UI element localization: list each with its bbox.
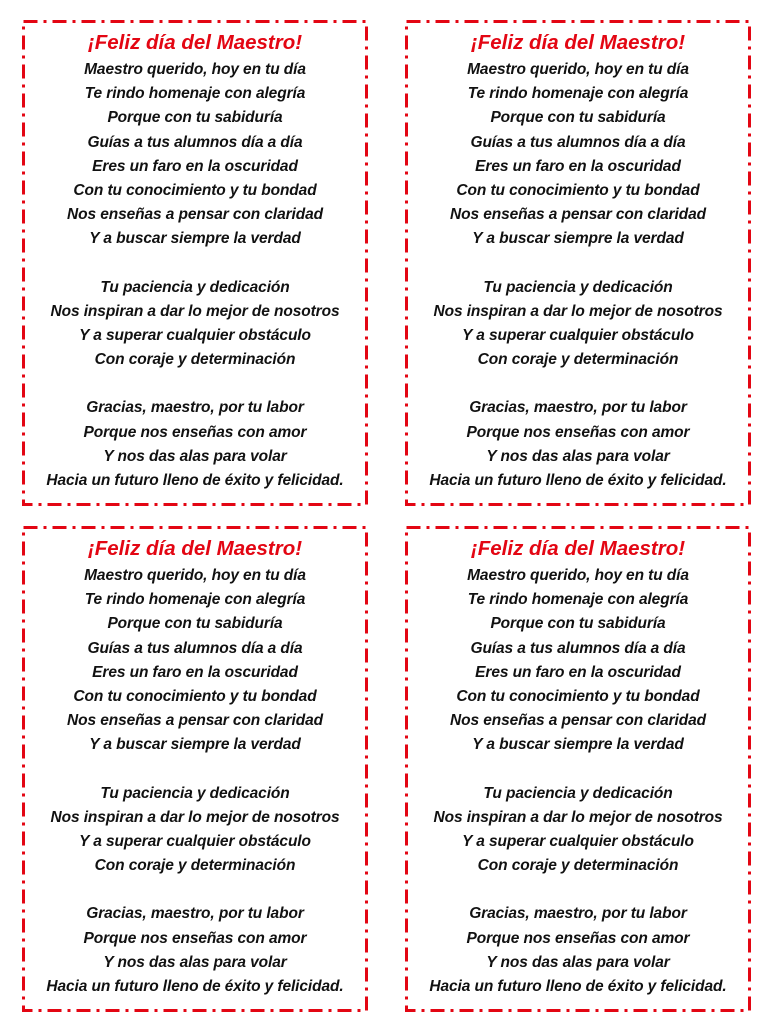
- poem-line: Nos inspiran a dar lo mejor de nosotros: [50, 808, 340, 826]
- poem-line: Nos enseñas a pensar con claridad: [67, 712, 323, 730]
- poem-line: Tu paciencia y dedicación: [100, 784, 290, 802]
- poem-line: Porque con tu sabiduría: [490, 615, 666, 633]
- poem-card: [405, 526, 751, 1012]
- poem-line: Con coraje y determinación: [477, 857, 679, 875]
- poem-line: Y a superar cualquier obstáculo: [79, 327, 311, 345]
- poem-line: Nos enseñas a pensar con claridad: [67, 206, 323, 224]
- poem-line: Porque nos enseñas con amor: [466, 423, 690, 441]
- poem-line: Eres un faro en la oscuridad: [92, 157, 298, 175]
- poem-line: Nos inspiran a dar lo mejor de nosotros: [50, 302, 340, 320]
- card-title: ¡Feliz día del Maestro!: [87, 537, 303, 560]
- poem-line: Te rindo homenaje con alegría: [84, 591, 306, 609]
- card-content: [22, 28, 368, 517]
- poem-line: Gracias, maestro, por tu labor: [86, 399, 304, 417]
- poem-line: Te rindo homenaje con alegría: [84, 85, 306, 103]
- poem-line: Y nos das alas para volar: [486, 953, 670, 971]
- card-title: ¡Feliz día del Maestro!: [470, 31, 686, 54]
- poem-line: Y a superar cualquier obstáculo: [462, 833, 694, 851]
- poem-line: Porque nos enseñas con amor: [466, 929, 690, 947]
- stanza: [22, 58, 368, 252]
- poem-line: Con tu conocimiento y tu bondad: [456, 182, 700, 200]
- poem-line: Y a buscar siempre la verdad: [472, 230, 684, 248]
- poem-line: Porque nos enseñas con amor: [83, 423, 307, 441]
- poem-line: Nos enseñas a pensar con claridad: [450, 206, 706, 224]
- stanza: [405, 396, 751, 493]
- poem-line: Porque nos enseñas con amor: [83, 929, 307, 947]
- card-title: ¡Feliz día del Maestro!: [87, 31, 303, 54]
- poem-line: Te rindo homenaje con alegría: [467, 85, 689, 103]
- card-content: [22, 534, 368, 1023]
- poem-line: Con coraje y determinación: [94, 857, 296, 875]
- poem-line: Maestro querido, hoy en tu día: [467, 61, 689, 78]
- card-content: [405, 534, 751, 1023]
- stanza: [405, 58, 751, 252]
- poem-line: Guías a tus alumnos día a día: [470, 639, 686, 657]
- stanza: [405, 564, 751, 758]
- poem-line: Tu paciencia y dedicación: [100, 278, 290, 296]
- poem-line: Y a buscar siempre la verdad: [89, 230, 301, 248]
- poem-line: Hacia un futuro lleno de éxito y felicidad.: [46, 978, 344, 996]
- poem-line: Maestro querido, hoy en tu día: [467, 567, 689, 584]
- poem-line: Con tu conocimiento y tu bondad: [73, 688, 317, 706]
- poem-card: [405, 20, 751, 506]
- poem-line: Hacia un futuro lleno de éxito y felicidad.: [429, 978, 727, 996]
- poem-line: Con tu conocimiento y tu bondad: [73, 182, 317, 200]
- poem-line: Guías a tus alumnos día a día: [470, 133, 686, 151]
- poem-line: Eres un faro en la oscuridad: [475, 157, 681, 175]
- poem-line: Nos inspiran a dar lo mejor de nosotros: [433, 302, 723, 320]
- poem-card: [22, 20, 368, 506]
- poem-line: Y nos das alas para volar: [103, 447, 287, 465]
- poem-line: Guías a tus alumnos día a día: [87, 639, 303, 657]
- poem-line: Y a buscar siempre la verdad: [472, 736, 684, 754]
- stanza: [22, 564, 368, 758]
- stanza: [22, 396, 368, 493]
- poem-line: Porque con tu sabiduría: [490, 109, 666, 127]
- poem-line: Te rindo homenaje con alegría: [467, 591, 689, 609]
- poem-line: Y a buscar siempre la verdad: [89, 736, 301, 754]
- poem-line: Guías a tus alumnos día a día: [87, 133, 303, 151]
- poem-line: Tu paciencia y dedicación: [483, 278, 673, 296]
- card-title: ¡Feliz día del Maestro!: [470, 537, 686, 560]
- poem-line: Con coraje y determinación: [477, 351, 679, 369]
- poem-line: Y a superar cualquier obstáculo: [462, 327, 694, 345]
- stanza: [22, 902, 368, 999]
- poem-line: Porque con tu sabiduría: [107, 615, 283, 633]
- poem-line: Nos enseñas a pensar con claridad: [450, 712, 706, 730]
- poem-line: Gracias, maestro, por tu labor: [469, 905, 687, 923]
- card-content: [405, 28, 751, 517]
- stanza: [405, 276, 751, 373]
- poem-line: Maestro querido, hoy en tu día: [84, 61, 306, 78]
- poem-line: Gracias, maestro, por tu labor: [86, 905, 304, 923]
- poem-line: Y nos das alas para volar: [103, 953, 287, 971]
- poem-line: Con coraje y determinación: [94, 351, 296, 369]
- poem-line: Eres un faro en la oscuridad: [92, 663, 298, 681]
- poem-line: Hacia un futuro lleno de éxito y felicidad.: [429, 472, 727, 490]
- stanza: [22, 276, 368, 373]
- poem-line: Maestro querido, hoy en tu día: [84, 567, 306, 584]
- stanza: [22, 782, 368, 879]
- poem-line: Porque con tu sabiduría: [107, 109, 283, 127]
- poem-line: Con tu conocimiento y tu bondad: [456, 688, 700, 706]
- poem-line: Nos inspiran a dar lo mejor de nosotros: [433, 808, 723, 826]
- poem-card: [22, 526, 368, 1012]
- poem-line: Gracias, maestro, por tu labor: [469, 399, 687, 417]
- poem-line: Y a superar cualquier obstáculo: [79, 833, 311, 851]
- stanza: [405, 782, 751, 879]
- stanza: [405, 902, 751, 999]
- poem-line: Eres un faro en la oscuridad: [475, 663, 681, 681]
- poem-line: Y nos das alas para volar: [486, 447, 670, 465]
- poem-line: Tu paciencia y dedicación: [483, 784, 673, 802]
- poem-line: Hacia un futuro lleno de éxito y felicidad.: [46, 472, 344, 490]
